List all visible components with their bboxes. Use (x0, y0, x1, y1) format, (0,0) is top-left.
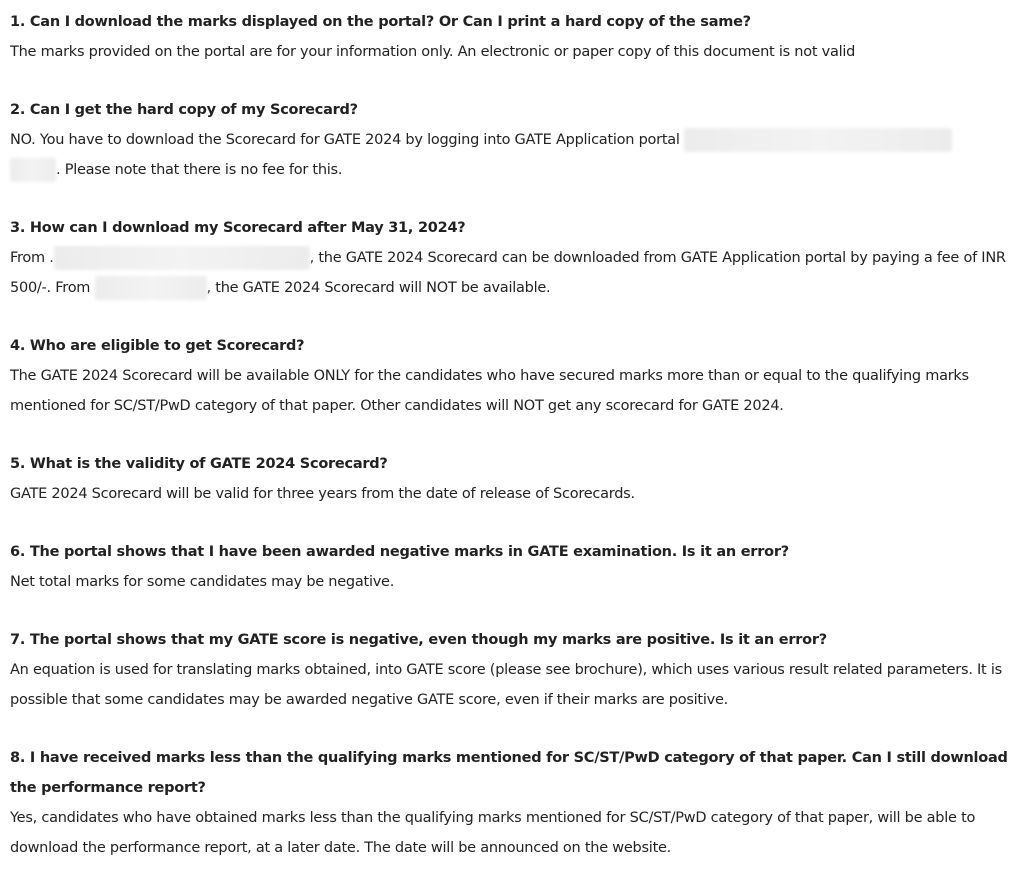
faq-item-5 (10, 449, 1014, 509)
faq-answer-text: , the GATE 2024 Scorecard can be downloaded from GATE Application portal by paying a fee of INR 500/-. From (10, 250, 1006, 296)
faq-item-6 (10, 537, 1014, 597)
faq-question: 4. Who are eligible to get Scorecard? (10, 338, 305, 354)
faq-answer-text: . Please note that there is no fee for this. (56, 162, 343, 178)
redacted-date (95, 276, 207, 300)
faq-item-1 (10, 7, 1014, 67)
faq-answer: The GATE 2024 Scorecard will be available ONLY for the candidates who have secured marks more than or equal to the qualifying marks mentioned for SC/ST/PwD category of that paper. Other candidates will NOT get any scorecard for GATE 2024. (10, 368, 969, 414)
faq-answer-text: From . (10, 250, 54, 266)
faq-question: 3. How can I download my Scorecard after May 31, 2024? (10, 220, 466, 236)
redacted-link (684, 128, 952, 152)
redacted-date (54, 246, 310, 270)
faq-question: 8. I have received marks less than the qualifying marks mentioned for SC/ST/PwD category of that paper. Can I still download the performance report? (10, 750, 1008, 796)
faq-answer: Yes, candidates who have obtained marks less than the qualifying marks mentioned for SC/ST/PwD category of that paper, will be able to download the performance report, at a later date. The date will be announced on the website. (10, 810, 976, 856)
faq-question: 1. Can I download the marks displayed on the portal? Or Can I print a hard copy of the same? (10, 14, 751, 30)
faq-question: 6. The portal shows that I have been awarded negative marks in GATE examination. Is it an error? (10, 544, 789, 560)
faq-answer (10, 125, 1014, 185)
faq-question: 7. The portal shows that my GATE score is negative, even though my marks are positive. Is it an error? (10, 632, 827, 648)
redacted-link (10, 158, 56, 182)
faq-answer-text: NO. You have to download the Scorecard for GATE 2024 by logging into GATE Application portal (10, 132, 680, 148)
faq-item-7 (10, 625, 1014, 715)
faq-question: 2. Can I get the hard copy of my Scorecard? (10, 102, 358, 118)
faq-item-4 (10, 331, 1014, 421)
faq-answer: The marks provided on the portal are for your information only. An electronic or paper copy of this document is not valid (10, 44, 856, 60)
faq-answer: An equation is used for translating marks obtained, into GATE score (please see brochure), which uses various result related parameters. It is possible that some candidates may be awarded negative GATE score, even if their marks are positive. (10, 662, 1002, 708)
faq-question: 5. What is the validity of GATE 2024 Scorecard? (10, 456, 388, 472)
faq-item-3 (10, 213, 1014, 303)
faq-answer (10, 243, 1014, 303)
faq-answer: Net total marks for some candidates may be negative. (10, 574, 395, 590)
faq-answer-text: , the GATE 2024 Scorecard will NOT be available. (206, 280, 551, 296)
faq-list (10, 7, 1014, 891)
faq-item-8 (10, 743, 1014, 863)
faq-answer: GATE 2024 Scorecard will be valid for three years from the date of release of Scorecards. (10, 486, 635, 502)
faq-item-2 (10, 95, 1014, 185)
